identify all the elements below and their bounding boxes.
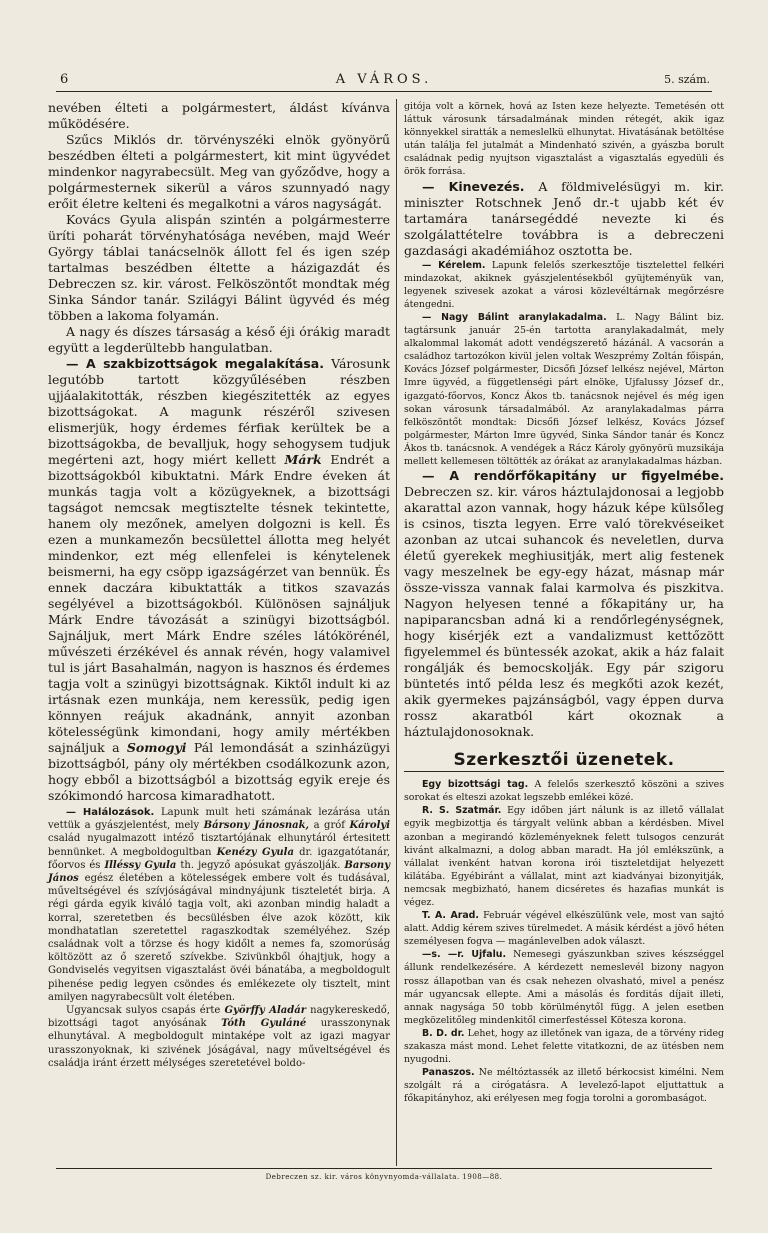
article-rendorfokapitany xyxy=(404,468,724,740)
article-szakbizottsagok xyxy=(48,356,390,804)
message xyxy=(404,1027,724,1066)
text: a gróf xyxy=(313,820,345,832)
paragraph: Kovács Gyula alispán szintén a polgármesterre üríti poharát törvényhatósága nevében, majd Weér György táblai tanácselnök állott fel és igen szép tartalmas beszédben éltette a házigazdát és Debreczen sz. kir. várost. Felköszöntőt mondtak még Sinka Sándor tanár. Szilágyi Bálint ügyvéd és még többen a lakoma folyamán. xyxy=(48,212,390,323)
text: Debreczen sz. kir. város háztulajdonosai a legjobb akarattal azon vannak, hogy házuk képe külsőleg is csinos, tiszta legyen. Erre való törekvéseiket azonban az utcai suhancok és neveletlen, durva életű gyerekek meghiusitják, mert alig festenek vagy meszelnek be egy-egy házat, másnap már össze-vissza vannak falai karmolva és piszkitva. Nagyon helyesen tenné a főkapitány ur, ha napiparancsban adná ki a rendőrlegénységnek, hogy kisérjék ezt a vandalizmust kettőzött figyelemmel és büntessék azokat, akik a ház falait rongálják és bemocskolják. Egy pár szigoru büntetés intő példa lesz és megkőti azok kezét, akik gyermekes pajzánságból, vagy éppen durva rossz akaratból kárt okoznak a háztulajdonosoknak. xyxy=(404,484,724,740)
article-kerelem xyxy=(404,259,724,311)
text: urasszonynak elhunytával. A megboldogult mintaképe volt az igazi magyar urasszonyoknak, ki szivének jóságával, nagy műveltségével és családja iránt érzett mélységes szeretetével boldo- xyxy=(48,1018,390,1069)
name-italic: Tóth Gyuláné xyxy=(221,1018,307,1030)
text: Lehet, hogy az illetőnek van igaza, de a törvény rideg szakasza mást mond. Lehet felette vitatkozni, de az ütésben nem nyugodni. xyxy=(404,1027,725,1066)
name-italic: Illéssy Gyula xyxy=(104,859,177,871)
article-heading: — Nagy Bálint aranylakadalma. xyxy=(422,311,607,323)
header-rule xyxy=(56,91,712,92)
text: nagykereskedő, bizottsági tagot anyósának xyxy=(48,1005,390,1030)
printer-imprint: Debreczen sz. kir. város könyvnyomda-vállalata. 1908—88. xyxy=(265,1173,503,1181)
message-recipient: R. S. Szatmár. xyxy=(422,805,502,817)
name-italic: Bársony Jánosnak, xyxy=(203,820,310,832)
text: Február végével elkészülünk vele, most van sajtó alatt. Addig kérem szives türelmedet. A másik kérdést a jövő héten személyesen fogva — magánlevelben adok választ. xyxy=(404,910,725,948)
issue-number: 5. szám. xyxy=(664,73,710,86)
section-title: Szerkesztői üzenetek. xyxy=(453,750,675,771)
name-italic: Györffy Aladár xyxy=(224,1005,307,1017)
text: család nyugalmazott intéző tisztartójának elhunytáról értesitett bennünket. A megboldogultban xyxy=(48,833,390,858)
text: Nemesegi gyászunkban szives készséggel állunk rendelkezésére. A kérdezett nemeslevél bizony nagyon rossz állapotban van és csak nehezen olvasható, mivel a penész már ugyancsak ellepte. Ami a másolás és forditás díjait illeti, annak nagysága 50 tobb körülménytől függ. A jelen esetben megközelitőleg mindenkitől cimerfestéssel Kötesza korona. xyxy=(404,949,724,1026)
message xyxy=(404,909,724,948)
text: Endrét a bizottságokból kibuktatni. Márk Endre éveken át munkás tagja volt a közügyeknek, a bizottsági tagságot nemcsak megtisztelte tésnek tekintette, hanem oly mezőnek, amelyen dolgozni is kell. És ezen a munkamezőn becsülettel állotta meg helyét mindenkor, ezt még ellenfelei is kénytelenek beismerni, ha egy csöpp igazságérzet van bennük. És ennek daczára kibuktatták a titkos szavazás segélyével a bizottságokból. Különösen sajnáljuk Márk Endre távozását a szinügyi bizottságból. Sajnáljuk, mert Márk Endre széles látókörénél, művészeti érzékével és annak révén, hogy valamivel tul is járt Basahalmán, nagyon is hasznos és érdemes tagja volt a szinügyi bizottságnak. Kiktől indult ki az irtásnak ezen munkája, nem keressük, pedig igen könnyen reájuk akadnánk, annyit azonban kötelességünk kimondani, hogy amily mértékben sajnáljuk a xyxy=(48,452,390,755)
text: A felelős szerkesztő köszöni a szives sorokat és elteszi azokat legszebb emlékei közé. xyxy=(404,779,725,804)
article-halalozasok xyxy=(48,806,390,1004)
paragraph: A nagy és díszes társaság a késő éji órákig maradt együtt a legderültebb hangulatban. xyxy=(48,324,390,355)
text: th. jegyző apósukat gyászolják. xyxy=(180,859,341,871)
text: Egy időben járt nálunk is az illető vállalat egyik megbizottja és tárgyalt velünk abban a kérdésben. Mivel azonban a megirandó közleményeknek felett tulsogos cenzurát kivánt alkalmazni, a dolog abban maradt. Ha jól emlékszünk, a vállalat ivenként hatvan korona irói tiszteletdijat helyezett kilátába. Egyébiránt a vállalat, mint azt kiadványai bizonyitják, nemcsak megbizható, hanem dicséretes és hazafias munkát is végez. xyxy=(404,805,724,908)
page-number: 6 xyxy=(60,72,69,87)
column-divider xyxy=(396,99,397,1166)
text: Lapunk mult heti számának lezárása után vettük a gyászjelentést, mely xyxy=(48,807,390,832)
name-italic: Kenézy Gyula xyxy=(216,846,294,858)
article-heading: — A szakbizottságok megalakítása. xyxy=(66,356,324,371)
message xyxy=(404,1066,724,1105)
text: Lapunk felelős szerkesztője tisztelettel felkéri mindazokat, akiknek gyászjelentésekből gyüjteményük van, legyenek szivesek azokat a városi közlevéltárnak megőrzésre átengedni. xyxy=(404,259,724,310)
right-column xyxy=(404,100,724,1106)
name-italic: Somogyi xyxy=(126,740,187,755)
article-kinevezes xyxy=(404,179,724,259)
article-heading: — A rendőrfőkapitány ur figyelmébe. xyxy=(422,468,724,484)
name-italic: Barsony János xyxy=(48,859,391,885)
article-heading: — Kérelem. xyxy=(422,259,486,271)
text: L. Nagy Bálint biz. tagtársunk január 25-én tartotta aranylakadalmát, mely alkalommal lakomát adott vendégszerető házánál. A vacsorán a családhoz tartozókon kivül jelen voltak Weszprémy Zoltán főispán, Kovács József polgármester, Dicsőfi József lelkész nejével, Márton Imre ügyvéd, a függetlenségi párt elnöke, Ujfalussy József dr., igazgató-főorvos, Koncz Ákos tb. tanácsnok nejével és még igen sokan városunk társadalmából. Az aranylakadalmas párra felköszöntőt mondtak: Dicsőfi József lelkész, Kovács József polgármester, Márton Imre ügyvéd, Sinka Sándor tanár és Koncz Ákos tb. tanácsnok. A vendégek a Rácz Károly gyönyörü muzsikája mellett kellemesen töltötték az órákat az aranylakadalmas házban. xyxy=(404,311,724,467)
page-header xyxy=(56,72,712,92)
message xyxy=(404,804,724,909)
text: Ne méltóztassék az illető bérkocsist kimélni. Nem szolgált rá a cirógatásra. A levelező-lapot eljuttattuk a főkapitányhoz, aki erélyesen meg fogja torolni a gorombaságot. xyxy=(404,1067,724,1105)
text: A földmivelésügyi m. kir. miniszter Rotschnek Jenő dr.-t ujabb két év tartamára tanársegéddé nevezte ki és szolgálattételre továbbra is a debreczeni gazdasági akadémiához osztotta be. xyxy=(404,178,724,258)
name-italic: Károlyi xyxy=(349,820,391,832)
article-gyorffy xyxy=(48,1004,390,1070)
left-column xyxy=(48,100,390,1070)
article-heading: — Halálozások. xyxy=(66,807,155,818)
article-heading: — Kinevezés. xyxy=(422,178,525,194)
message xyxy=(404,948,724,1027)
text: Városunk legutóbb tartott közgyűlésében részben ujjáalakitották, részben kiegészitették az egyes bizottságokat. A magunk részéről szivesen elismerjük, hogy érdemes férfiak kerültek be a bizottságokba, de bevalljuk, hogy sehogysem tudjuk megérteni azt, hogy miért kellett xyxy=(48,356,390,467)
name-italic: Márk xyxy=(284,452,322,467)
text: dr. igazgatótanár, főorvos és xyxy=(48,846,390,871)
text: Ugyancsak sulyos csapás érte xyxy=(66,1005,221,1017)
paper-title: A VÁROS. xyxy=(335,72,433,87)
article-aranylakadalom xyxy=(404,311,724,468)
editorial-messages-heading xyxy=(404,750,724,772)
message-recipient: B. D. dr. xyxy=(422,1027,465,1039)
text: egész életében a kötelességek embere volt és tudásával, műveltségével és szívjóságával mindnyájunk tiszteletét birja. A régi gárda egyik kiváló tagja volt, aki azonban mindig haladt a korral, szeretetben és becsülésben élve azok között, kik mondhatatlan szeretettel ragaszkodtak személyéhez. Szép családnak volt a törzse és hogy kidőlt a nemes fa, szomorúság költözött az ő szerető szívekbe. Szivünkből óhajtjuk, hogy a Gondviselés vegyitsen vigasztalást övéi bánatába, a megboldogult pihenése pedig legyen csöndes és emlékezete oly tisztelt, mint amilyen nagyrabecsült volt életében. xyxy=(48,873,390,1003)
footer-rule xyxy=(56,1168,712,1169)
text: Pál lemondását a szinházügyi bizottságból, pány oly mértékben csodálkozunk azon, hogy ebből a bizottságból a bizottság egyik ereje és szókimondó harcosa kimaradhatott. xyxy=(48,740,391,803)
message-recipient: T. A. Arad. xyxy=(422,910,479,922)
paragraph: Szűcs Miklós dr. törvényszéki elnök gyönyörű beszédben élteti a polgármestert, kit mint ügyvédet mindenkor nagyrabecsült. Meg van győződve, hogy a polgármesternek sikerül a város szunnyadó nagy erőit életre kelteni és megalkotni a város nagyságát. xyxy=(48,132,390,211)
heading-underline xyxy=(404,771,724,772)
paragraph: nevében élteti a polgármestert, áldást kívánva működésére. xyxy=(48,100,390,131)
message-recipient: Egy bizottsági tag. xyxy=(422,779,529,791)
message-recipient: —s. —r. Ujfalu. xyxy=(422,949,507,961)
message xyxy=(404,778,724,804)
message-recipient: Panaszos. xyxy=(422,1067,475,1079)
paragraph: gitója volt a körnek, hová az Isten keze helyezte. Temetésén ott láttuk városunk társadalmának minden rétegét, akik igaz könnyekkel siratták a nemeslelkü elhunytat. Hivatásának betöltése után találja fel jutalmát a Mindenható szivén, a gyászba borult családnak pedig nyujtson vigasztalást a vigasztalás egyedüli és örök forrása. xyxy=(404,101,724,178)
